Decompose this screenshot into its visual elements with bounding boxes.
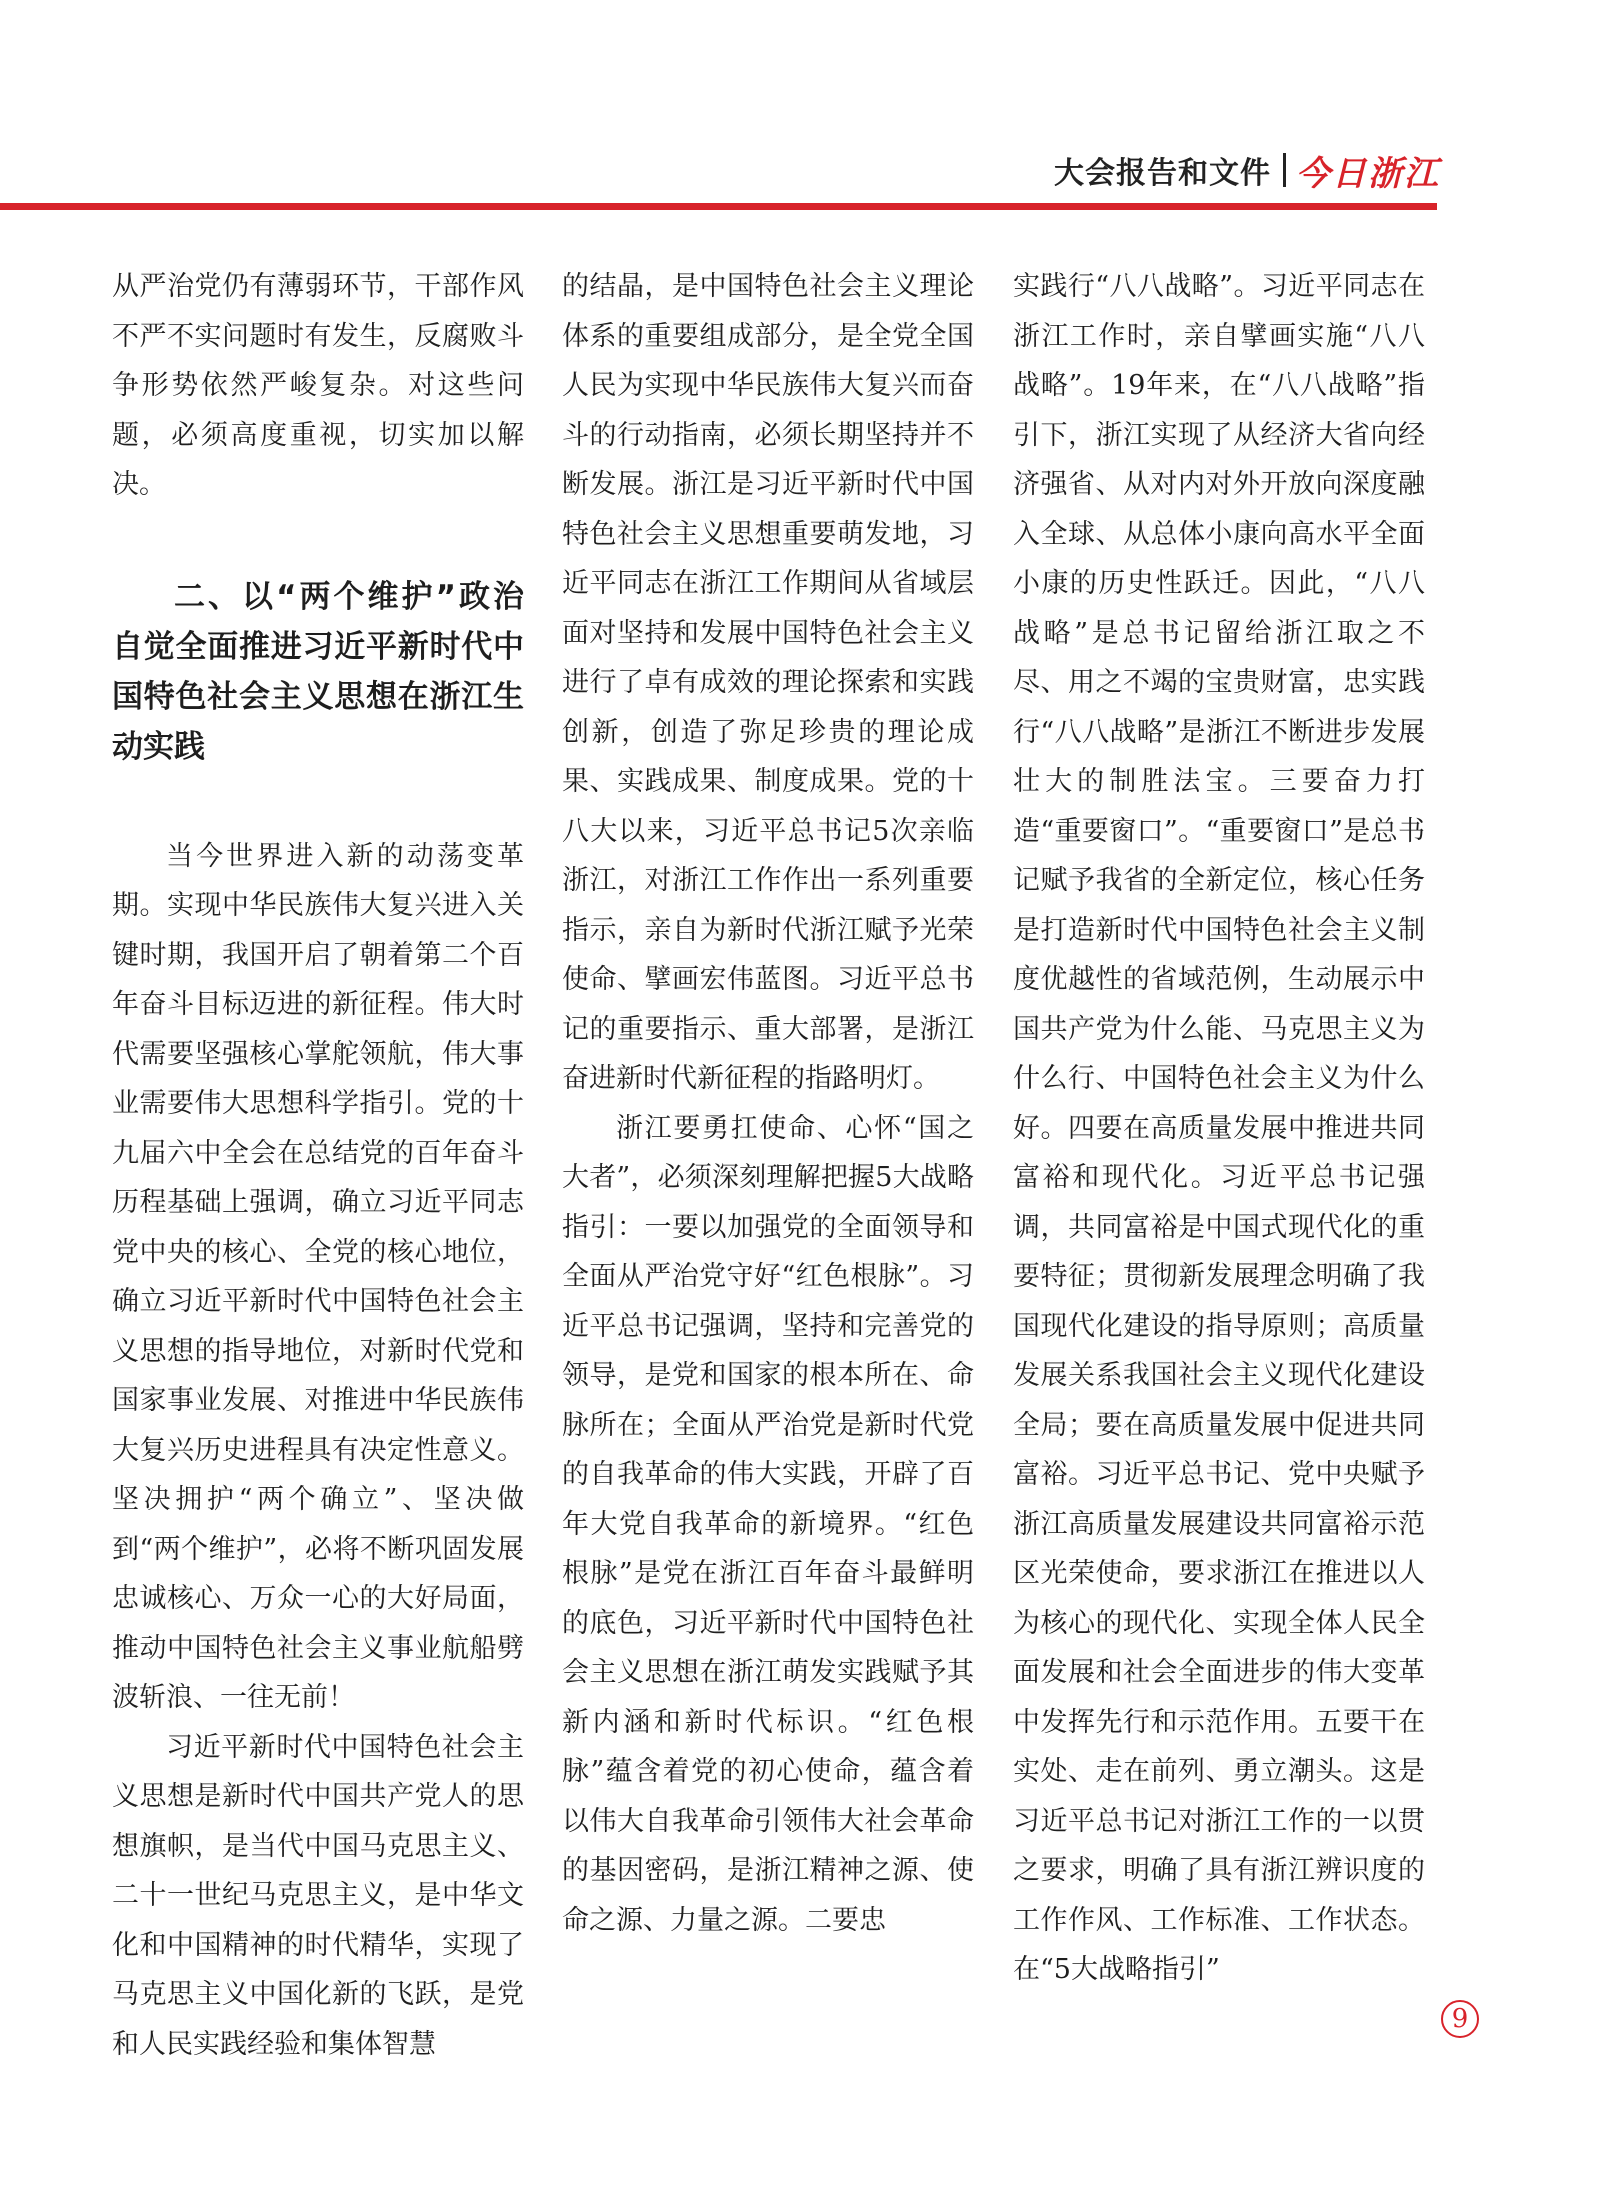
paragraph: 实践行“八八战略”。习近平同志在浙江工作时，亲自擘画实施“八八战略”。19年来，在“八八战略”指引下，浙江实现了从经济大省向经济强省、从对内对外开放向深度融入全球、从总体小康向高水平全面小康的历史性跃迁。因此，“八八战略”是总书记留给浙江取之不尽、用之不竭的宝贵财富，忠实践行“八八战略”是浙江不断进步发展壮大的制胜法宝。三要奋力打造“重要窗口”。“重要窗口”是总书记赋予我省的全新定位，核心任务是打造新时代中国特色社会主义制度优越性的省域范例，生动展示中国共产党为什么能、马克思主义为什么行、中国特色社会主义为什么好。四要在高质量发展中推进共同富裕和现代化。习近平总书记强调，共同富裕是中国式现代化的重要特征；贯彻新发展理念明确了我国现代化建设的指导原则；高质量发展关系我国社会主义现代化建设全局；要在高质量发展中促进共同富裕。习近平总书记、党中央赋予浙江高质量发展建设共同富裕示范区光荣使命，要求浙江在推进以人为核心的现代化、实现全体人民全面发展和社会全面进步的伟大变革中发挥先行和示范作用。五要干在实处、走在前列、勇立潮头。这是习近平总书记对浙江工作的一以贯之要求，明确了具有浙江辨识度的工作作风、工作标准、工作状态。在“5大战略指引” bbox=[1013, 271, 1425, 1985]
text-column-3 bbox=[1013, 262, 1425, 1995]
paragraph: 的结晶，是中国特色社会主义理论体系的重要组成部分，是全党全国人民为实现中华民族伟大复兴而奋斗的行动指南，必须长期坚持并不断发展。浙江是习近平新时代中国特色社会主义思想重要萌发地，习近平同志在浙江工作期间从省域层面对坚持和发展中国特色社会主义进行了卓有成效的理论探索和实践创新，创造了弥足珍贵的理论成果、实践成果、制度成果。党的十八大以来，习近平总书记5次亲临浙江，对浙江工作作出一系列重要指示，亲自为新时代浙江赋予光荣使命、擘画宏伟蓝图。习近平总书记的重要指示、重大部署，是浙江奋进新时代新征程的指路明灯。 bbox=[562, 271, 974, 1094]
section-label: 大会报告和文件 bbox=[1054, 156, 1271, 191]
paragraph: 从严治党仍有薄弱环节，干部作风不严不实问题时有发生，反腐败斗争形势依然严峻复杂。对这些问题，必须高度重视，切实加以解决。 bbox=[112, 271, 524, 500]
page-header bbox=[1054, 148, 1440, 192]
header-red-rule bbox=[0, 203, 1437, 210]
text-column-2 bbox=[562, 262, 974, 1945]
page-number: 9 bbox=[1441, 2000, 1479, 2038]
magazine-logo: 今日浙江 bbox=[1296, 153, 1440, 194]
text-column-1 bbox=[112, 262, 524, 2069]
paragraph: 浙江要勇扛使命、心怀“国之大者”，必须深刻理解把握5大战略指引：一要以加强党的全面领导和全面从严治党守好“红色根脉”。习近平总书记强调，坚持和完善党的领导，是党和国家的根本所在、命脉所在；全面从严治党是新时代党的自我革命的伟大实践，开辟了百年大党自我革命的新境界。“红色根脉”是党在浙江百年奋斗最鲜明的底色，习近平新时代中国特色社会主义思想在浙江萌发实践赋予其新内涵和新时代标识。“红色根脉”蕴含着党的初心使命，蕴含着以伟大自我革命引领伟大社会革命的基因密码，是浙江精神之源、使命之源、力量之源。二要忠 bbox=[562, 1112, 974, 1936]
paragraph: 习近平新时代中国特色社会主义思想是新时代中国共产党人的思想旗帜，是当代中国马克思主义、二十一世纪马克思主义，是中华文化和中国精神的时代精华，实现了马克思主义中国化新的飞跃，是党和人民实践经验和集体智慧 bbox=[112, 1731, 524, 2060]
header-divider bbox=[1283, 153, 1286, 187]
section-heading: 二、以“两个维护”政治自觉全面推进习近平新时代中国特色社会主义思想在浙江生动实践 bbox=[112, 578, 524, 765]
paragraph: 当今世界进入新的动荡变革期。实现中华民族伟大复兴进入关键时期，我国开启了朝着第二个百年奋斗目标迈进的新征程。伟大时代需要坚强核心掌舵领航，伟大事业需要伟大思想科学指引。党的十九届六中全会在总结党的百年奋斗历程基础上强调，确立习近平同志党中央的核心、全党的核心地位，确立习近平新时代中国特色社会主义思想的指导地位，对新时代党和国家事业发展、对推进中华民族伟大复兴历史进程具有决定性意义。坚决拥护“两个确立”、坚决做到“两个维护”，必将不断巩固发展忠诚核心、万众一心的大好局面，推动中国特色社会主义事业航船劈波斩浪、一往无前！ bbox=[112, 840, 524, 1713]
